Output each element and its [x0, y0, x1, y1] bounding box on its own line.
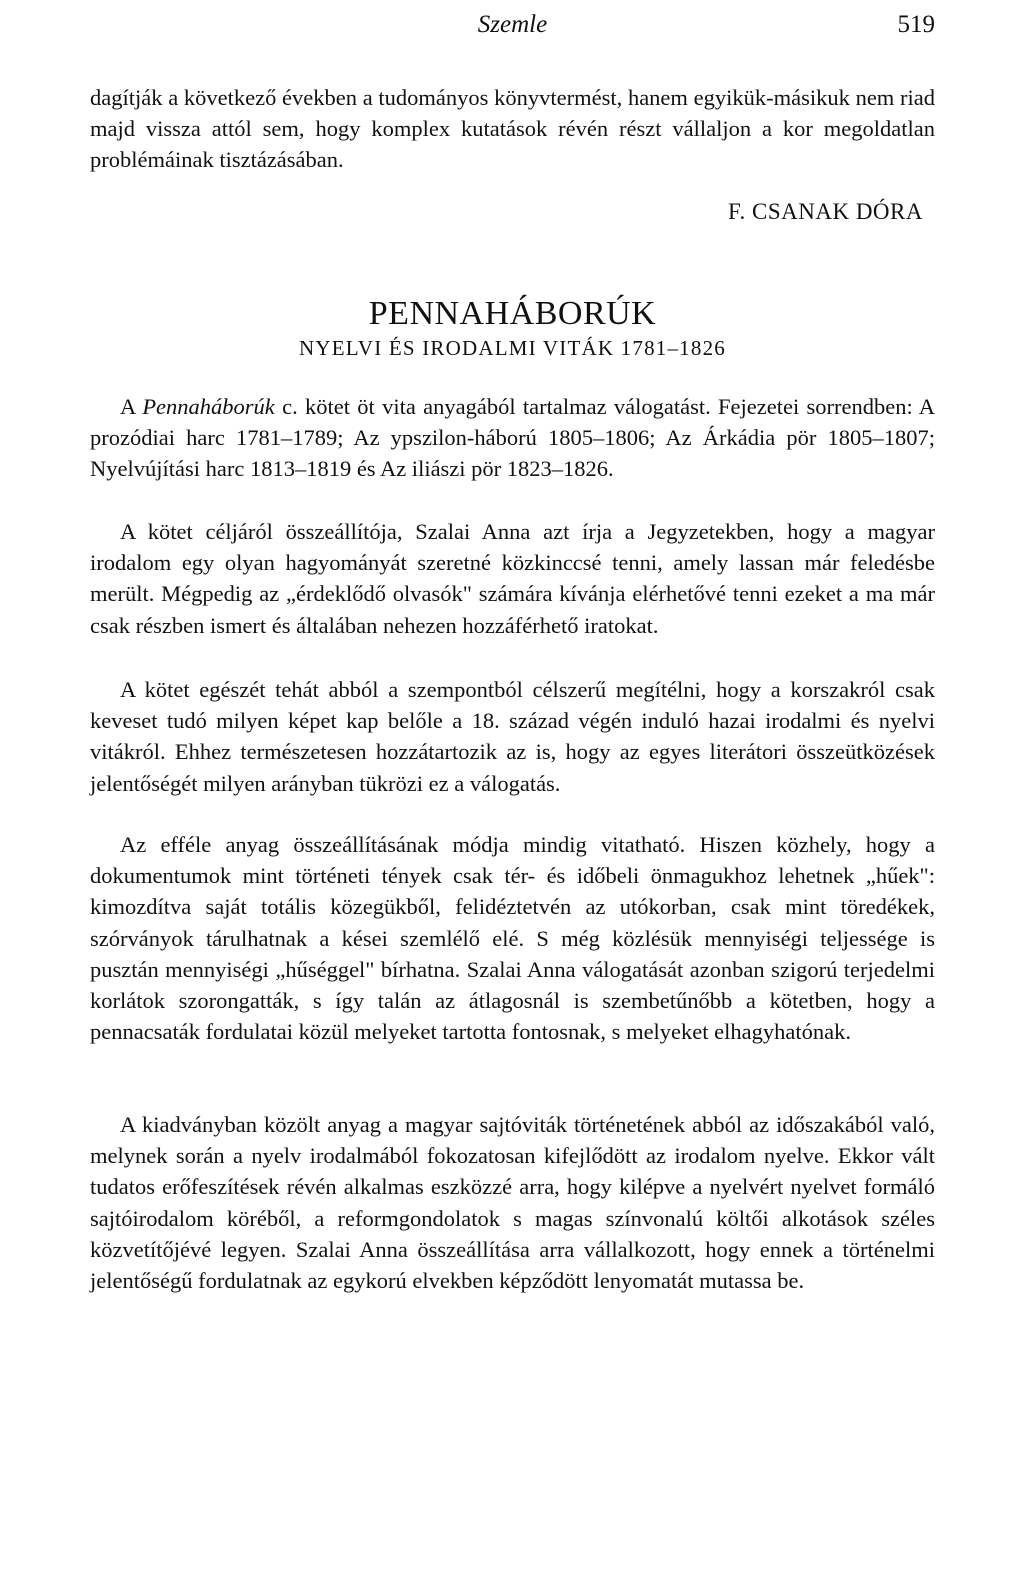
review-title: PENNAHÁBORÚK: [368, 295, 657, 332]
book-page: [90, 0, 935, 1592]
book-title-italic: Pennaháborúk: [142, 394, 275, 419]
paragraph-rest: c. kötet öt vita anyagából tartalmaz válogatást. Fejezetei sorrendben: A prozódiai harc 1781–1789; Az ypszilon-háború 1805–1806; Az Árkádia pör 1805–1807; Nyelvújítási harc 1813–1819 és Az iliászi pör 1823–1826.: [90, 394, 936, 482]
running-head: [90, 8, 935, 42]
review-paragraph-1: [90, 391, 935, 485]
review-paragraph-3: A kötet egészét tehát abból a szempontból célszerű megítélni, hogy a korszakról csak keveset tudó milyen képet kap belőle a 18. század végén induló hazai irodalmi és nyelvi vitákról. Ehhez természetesen hozzátartozik az is, hogy az egyes literátori összeütközések jelentőségét milyen arányban tükrözi ez a válogatás.: [90, 677, 935, 796]
review-subtitle: NYELVI ÉS IRODALMI VITÁK 1781–1826: [299, 336, 726, 360]
author-signature: F. CSANAK DÓRA: [728, 199, 923, 224]
review-paragraph-2: A kötet céljáról összeállítója, Szalai Anna azt írja a Jegyzetekben, hogy a magyar irodalom egy olyan hagyományát szeretné közkinccsé tenni, amely lassan már feledésbe merült. Mégpedig az „érdeklődő olvasók" számára kívánja elérhetővé tenni ezeket a ma már csak részben ismert és általában nehezen hozzáférhető iratokat.: [90, 519, 935, 638]
running-head-title: Szemle: [477, 11, 548, 38]
intro-paragraph: dagítják a következő években a tudományos könyvtermést, hanem egyikük-másikuk nem riad majd vissza attól sem, hogy komplex kutatások révén részt vállaljon a kor megoldatlan problémáinak tisztázásában.: [90, 85, 935, 173]
review-paragraph-4: Az efféle anyag összeállításának módja mindig vitatható. Hiszen közhely, hogy a dokumentumok mint történeti tények csak tér- és időbeli önmagukhoz lehetnek „hűek": kimozdítva saját totális közegükből, felidéztetvén az utókorban, csak mint töredékek, szórványok tárulhatnak a kései szemlélő elé. S még közlésük mennyiségi teljessége is pusztán mennyiségi „hűséggel" bírhatna. Szalai Anna válogatását azonban szigorú terjedelmi korlátok szorongatták, s így talán az átlagosnál is szembetűnőbb a kötetben, hogy a pennacsaták fordulatai közül melyeket tartotta fontosnak, s melyeket elhagyhatónak.: [90, 832, 935, 1045]
page-number: 519: [897, 11, 935, 38]
paragraph-lead: A: [120, 394, 143, 419]
review-paragraph-5: A kiadványban közölt anyag a magyar sajtóviták történetének abból az időszakából való, melynek során a nyelv irodalmából fokozatosan kifejlődött az irodalom nyelve. Ekkor vált tudatos erőfeszítések révén alkalmas eszközzé arra, hogy kilépve a nyelvért nyelvet formáló sajtóirodalom köréből, a reformgondolatok s magas színvonalú költői alkotások széles közvetítőjévé legyen. Szalai Anna összeállítása arra vállalkozott, hogy ennek a történelmi jelentőségű fordulatnak az egykorú elvekben képződött lenyomatát mutassa be.: [90, 1112, 935, 1294]
